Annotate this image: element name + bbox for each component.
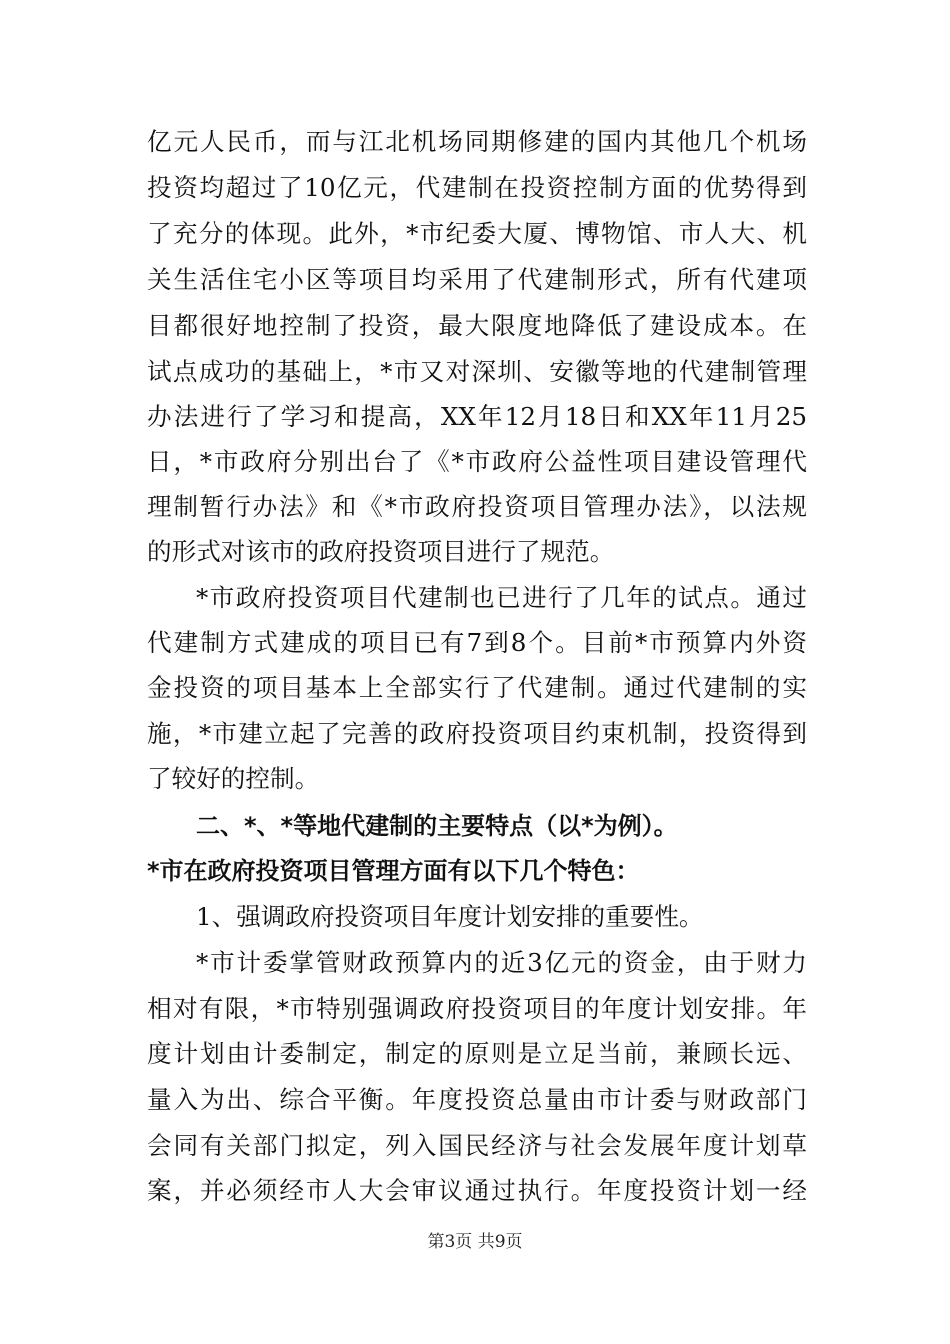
paragraph-3-line-3: 度计划由计委制定，制定的原则是立足当前，兼顾长远、 (147, 1039, 807, 1068)
paragraph-1-line-2: 投资均超过了10亿元，代建制在投资控制方面的优势得到 (147, 173, 807, 202)
paragraph-1-line-6: 试点成功的基础上，*市又对深圳、安徽等地的代建制管理 (147, 357, 807, 386)
paragraph-1-line-8: 日，*市政府分别出台了《*市政府公益性项目建设管理代 (147, 447, 807, 476)
section-heading: 二、*、*等地代建制的主要特点（以*为例）。 (196, 812, 678, 840)
paragraph-2-line-4: 施，*市建立起了完善的政府投资项目约束机制，投资得到 (147, 719, 807, 748)
paragraph-1-line-7: 办法进行了学习和提高，XX年12月18日和XX年11月25 (147, 402, 807, 431)
paragraph-1-line-5: 目都很好地控制了投资，最大限度地降低了建设成本。在 (147, 311, 807, 340)
paragraph-3-line-6: 案，并必须经市人大会审议通过执行。年度投资计划一经 (147, 1176, 807, 1205)
paragraph-3-line-2: 相对有限，*市特别强调政府投资项目的年度计划安排。年 (147, 994, 807, 1023)
paragraph-1-line-10: 的形式对该市的政府投资项目进行了规范。 (147, 537, 615, 566)
paragraph-3-line-4: 量入为出、综合平衡。年度投资总量由市计委与财政部门 (147, 1085, 807, 1114)
section-subheading: *市在政府投资项目管理方面有以下几个特色： (147, 857, 640, 885)
paragraph-3-line-1: *市计委掌管财政预算内的近3亿元的资金，由于财力 (196, 948, 807, 977)
paragraph-1-line-4: 关生活住宅小区等项目均采用了代建制形式，所有代建项 (147, 265, 807, 294)
paragraph-2-line-3: 金投资的项目基本上全部实行了代建制。通过代建制的实 (147, 673, 807, 702)
paragraph-2-line-2: 代建制方式建成的项目已有7到8个。目前*市预算内外资 (147, 628, 807, 657)
list-item-1: 1、强调政府投资项目年度计划安排的重要性。 (196, 902, 704, 931)
paragraph-2-line-1: *市政府投资项目代建制也已进行了几年的试点。通过 (196, 583, 807, 612)
paragraph-1-line-9: 理制暂行办法》和《*市政府投资项目管理办法》，以法规 (147, 492, 807, 521)
paragraph-2-line-5: 了较好的控制。 (147, 764, 320, 793)
paragraph-3-line-5: 会同有关部门拟定，列入国民经济与社会发展年度计划草 (147, 1131, 807, 1160)
page-footer: 第3页 共9页 (427, 1232, 523, 1252)
paragraph-1-line-3: 了充分的体现。此外，*市纪委大厦、博物馆、市人大、机 (147, 219, 807, 248)
paragraph-1-line-1: 亿元人民币，而与江北机场同期修建的国内其他几个机场 (147, 127, 807, 156)
